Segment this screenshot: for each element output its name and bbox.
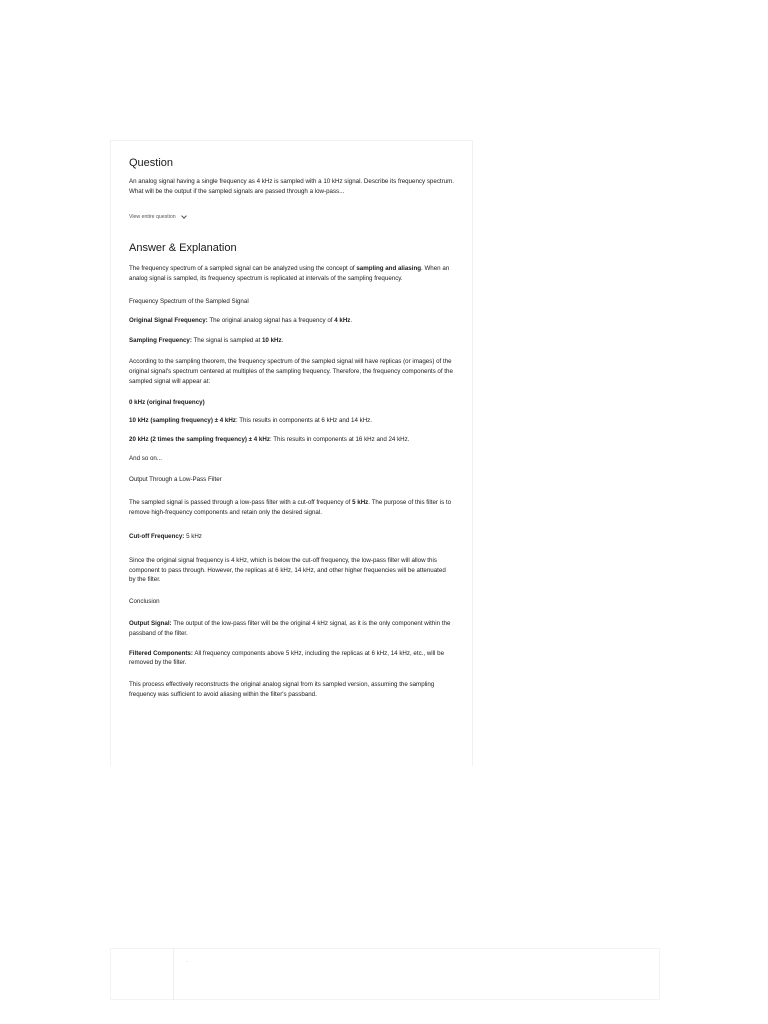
answer-card <box>110 232 473 766</box>
question-heading: Question <box>129 157 174 169</box>
component-twenty-text: : This results in components at 16 kHz and 24 kHz. <box>269 435 410 443</box>
output-signal-line <box>129 619 454 639</box>
intro-text-b: . When an analog signal is sampled, its frequency spectrum is replicated at intervals of the sampling frequency. <box>129 265 450 282</box>
question-text: An analog signal having a single frequency as 4 kHz is sampled with a 10 kHz signal. Describe its frequency spectrum. What will be the output if the sampled signals are passed through a low-pass... <box>129 178 454 195</box>
subheading-spectrum: Frequency Spectrum of the Sampled Signal <box>129 297 249 305</box>
filtered-components-text: All frequency components above 5 kHz, including the replicas at 6 kHz, 14 kHz, etc., will be removed by the filter. <box>129 649 445 667</box>
and-so-on: And so on... <box>129 454 163 462</box>
component-zero-label: 0 kHz (original frequency) <box>129 399 205 407</box>
component-zero-line <box>129 398 454 408</box>
filtered-components-line <box>129 649 454 669</box>
footer-glyph: .. <box>186 958 189 964</box>
closing-paragraph: This process effectively reconstructs the original analog signal from its sampled version, assuming the sampling frequency was sufficient to avoid aliasing within the filter's passband. <box>129 681 435 698</box>
sampling-frequency-end: . <box>281 337 284 345</box>
intro-bold: sampling and aliasing <box>356 265 421 272</box>
cutoff-frequency-label: Cut-off Frequency: <box>129 532 185 540</box>
sampling-theorem-paragraph: According to the sampling theorem, the frequency spectrum of the sampled signal will have replicas (or images) of the original signal's spectrum centered at multiples of the sampling frequency. Therefore, the frequency components of the sampled signal will appear at: <box>129 357 453 385</box>
output-signal-label: Output Signal: <box>129 619 172 627</box>
component-ten-line <box>129 416 454 426</box>
original-frequency-label: Original Signal Frequency: <box>129 317 208 325</box>
footer-frame <box>110 948 660 1000</box>
footer-divider <box>173 948 174 1000</box>
component-ten-text: : This results in components at 6 kHz and 14 kHz. <box>235 417 372 425</box>
low-pass-paragraph <box>129 498 454 518</box>
chevron-down-icon <box>181 213 187 219</box>
original-frequency-text: The original analog signal has a frequency of <box>207 317 335 325</box>
original-frequency-end: . <box>350 317 353 325</box>
cutoff-frequency-value: 5 kHz <box>184 532 202 540</box>
answer-heading: Answer & Explanation <box>129 242 237 254</box>
filtered-components-label: Filtered Components: <box>129 649 193 657</box>
subheading-low-pass: Output Through a Low-Pass Filter <box>129 475 222 483</box>
intro-text-a: The frequency spectrum of a sampled signal can be analyzed using the concept of <box>129 265 357 272</box>
low-pass-bold: 5 kHz <box>352 499 369 507</box>
sampling-frequency-label: Sampling Frequency: <box>129 337 192 345</box>
answer-intro <box>129 264 454 284</box>
original-frequency-line <box>129 316 454 326</box>
view-entire-question-button[interactable] <box>129 214 186 220</box>
question-card <box>110 140 473 232</box>
component-twenty-label: 20 kHz (2 times the sampling frequency) ± 4 kHz <box>129 435 270 443</box>
low-pass-text-b: . The purpose of this filter is to remove high-frequency components and retain only the desired signal. <box>129 499 452 517</box>
cutoff-frequency-line <box>129 532 454 542</box>
attenuation-paragraph: Since the original signal frequency is 4 kHz, which is below the cut-off frequency, the low-pass filter will allow this component to pass through. However, the replicas at 6 kHz, 14 kHz, and other higher frequencies will be attenuated by the filter. <box>129 556 446 584</box>
component-twenty-line <box>129 435 454 445</box>
component-ten-label: 10 kHz (sampling frequency) ± 4 kHz <box>129 417 236 425</box>
sampling-frequency-text: The signal is sampled at <box>191 337 262 345</box>
sampling-frequency-line <box>129 336 454 346</box>
low-pass-text-a: The sampled signal is passed through a low-pass filter with a cut-off frequency of <box>129 499 353 507</box>
view-entire-question-label: View entire question <box>129 214 176 220</box>
sampling-frequency-value: 10 kHz <box>261 337 282 345</box>
output-signal-text: The output of the low-pass filter will be the original 4 kHz signal, as it is the only component within the passband of the filter. <box>129 619 451 637</box>
subheading-conclusion: Conclusion <box>129 598 160 606</box>
original-frequency-value: 4 kHz <box>334 317 351 325</box>
